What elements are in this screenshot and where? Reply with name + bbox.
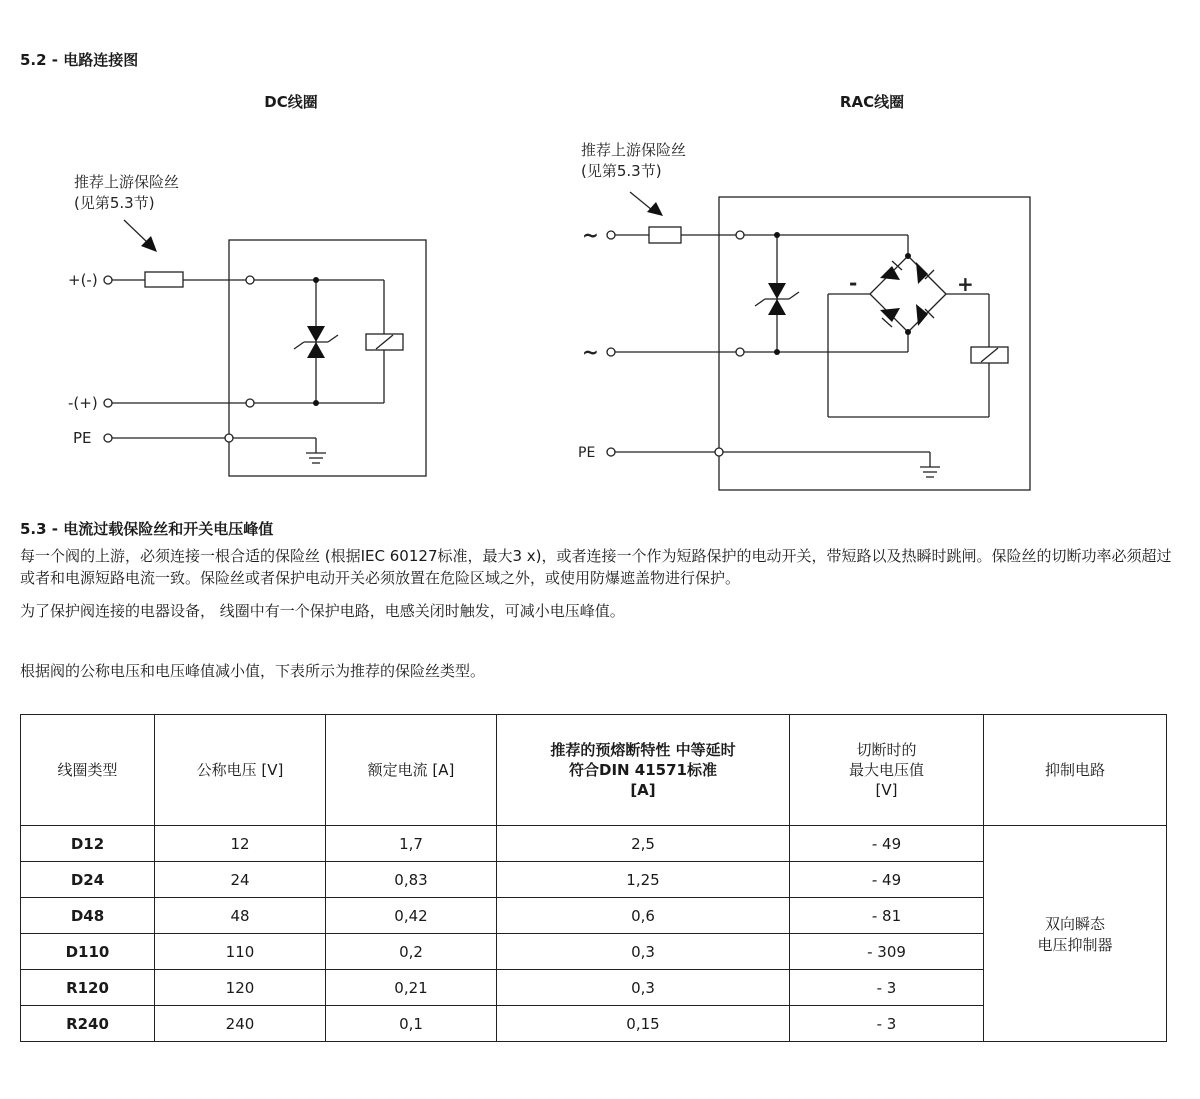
cell-max-voltage: - 49 [790, 826, 984, 862]
header-nominal-voltage: 公称电压 [V] [155, 715, 326, 826]
cell-voltage: 110 [155, 934, 326, 970]
dc-fuse-symbol [145, 272, 183, 287]
table-header-row [21, 715, 1167, 826]
cell-max-voltage: - 81 [790, 898, 984, 934]
dc-coil-title: DC线圈 [264, 93, 318, 111]
dc-label-minus: -(+) [68, 394, 98, 412]
header-coil-type: 线圈类型 [21, 715, 155, 826]
rac-bridge-minus: - [849, 271, 858, 295]
rac-fuse-note-line2: (见第5.3节) [581, 162, 662, 180]
dc-circuit-diagram [0, 150, 480, 490]
cell-code: D24 [21, 862, 155, 898]
cell-current: 0,21 [326, 970, 497, 1006]
cell-fuse: 0,15 [497, 1006, 790, 1042]
dc-terminal-plus [104, 276, 112, 284]
header-maxv-line1: 切断时的 [856, 741, 917, 759]
cell-current: 0,2 [326, 934, 497, 970]
section-5-3-paragraph-2: 为了保护阀连接的电器设备， 线圈中有一个保护电路，电感关闭时触发，可减小电压峰值。 [20, 602, 625, 620]
dc-label-plus: +(-) [68, 271, 98, 289]
dc-coil-housing [229, 240, 426, 476]
rac-bridge-diode-1-icon [880, 266, 900, 280]
rac-tvs-lower-icon [768, 299, 786, 315]
dc-fuse-note-line2: (见第5.3节) [74, 194, 155, 212]
cell-max-voltage: - 3 [790, 1006, 984, 1042]
cell-code: D110 [21, 934, 155, 970]
section-5-3-title: 5.3 - 电流过载保险丝和开关电压峰值 [20, 520, 274, 538]
cell-current: 1,7 [326, 826, 497, 862]
rac-coil-housing [719, 197, 1030, 490]
rac-label-ac1: ~ [582, 223, 599, 247]
cell-max-voltage: - 309 [790, 934, 984, 970]
rac-terminal-pe [607, 448, 615, 456]
header-max-voltage [790, 715, 984, 826]
header-rated-current: 额定电流 [A] [326, 715, 497, 826]
cell-fuse: 0,3 [497, 970, 790, 1006]
header-fuse-characteristic [497, 715, 790, 826]
cell-code: R240 [21, 1006, 155, 1042]
cell-code: R120 [21, 970, 155, 1006]
cell-suppression [984, 826, 1167, 1042]
header-maxv-line2: 最大电压值 [848, 761, 924, 779]
rac-terminal-ac1 [607, 231, 615, 239]
dc-tvs-lower-icon [307, 342, 325, 358]
section-5-3-paragraph-3: 根据阀的公称电压和电压峰值减小值，下表所示为推荐的保险丝类型。 [20, 662, 486, 680]
header-suppression: 抑制电路 [984, 715, 1167, 826]
rac-circuit-diagram [560, 130, 1040, 500]
section-5-3-paragraph-1: 每一个阀的上游，必须连接一根合适的保险丝 (根据IEC 60127标准，最大3 x)，或者连接一个作为短路保护的电动开关，带短路以及热瞬时跳闸。保险丝的切断功率必须超过或者和电源短路电流一致。保险丝或者保护电动开关必须放置在危险区域之外，或使用防爆遮盖物进行保护。 [20, 547, 1172, 587]
rac-label-pe: PE [578, 445, 596, 461]
header-fuse-line1: 推荐的预熔断特性 中等延时 [550, 741, 736, 759]
dc-terminal-minus [104, 399, 112, 407]
rac-tvs-upper-icon [768, 283, 786, 299]
rac-bridge-diode-4-icon [880, 308, 900, 322]
dc-label-pe: PE [73, 429, 92, 447]
header-maxv-line3: [V] [875, 781, 898, 799]
cell-voltage: 120 [155, 970, 326, 1006]
cell-fuse: 1,25 [497, 862, 790, 898]
header-fuse-line3: [A] [630, 781, 656, 799]
suppression-line2: 电压抑制器 [1037, 935, 1113, 954]
rac-fuse-symbol [649, 227, 681, 243]
dc-tvs-upper-icon [307, 326, 325, 342]
section-5-2-title: 5.2 - 电路连接图 [20, 51, 139, 69]
cell-voltage: 240 [155, 1006, 326, 1042]
cell-fuse: 0,3 [497, 934, 790, 970]
rac-bridge-diode-3-icon [916, 304, 928, 326]
cell-max-voltage: - 3 [790, 970, 984, 1006]
cell-code: D48 [21, 898, 155, 934]
rac-bridge-diode-2-icon [916, 262, 928, 284]
cell-current: 0,1 [326, 1006, 497, 1042]
cell-current: 0,42 [326, 898, 497, 934]
fuse-recommendation-table [20, 714, 1167, 1042]
cell-current: 0,83 [326, 862, 497, 898]
cell-fuse: 2,5 [497, 826, 790, 862]
rac-fuse-arrow-icon [647, 202, 663, 216]
dc-fuse-note-line1: 推荐上游保险丝 [74, 173, 180, 191]
rac-fuse-note-line1: 推荐上游保险丝 [581, 141, 687, 159]
table-row [21, 826, 1167, 862]
cell-max-voltage: - 49 [790, 862, 984, 898]
cell-voltage: 12 [155, 826, 326, 862]
rac-bridge-plus: + [957, 272, 974, 296]
rac-label-ac2: ~ [582, 340, 599, 364]
cell-voltage: 24 [155, 862, 326, 898]
rac-terminal-ac2 [607, 348, 615, 356]
dc-terminal-pe [104, 434, 112, 442]
cell-voltage: 48 [155, 898, 326, 934]
cell-code: D12 [21, 826, 155, 862]
rac-coil-title: RAC线圈 [839, 93, 905, 111]
suppression-line1: 双向瞬态 [1044, 914, 1105, 933]
cell-fuse: 0,6 [497, 898, 790, 934]
header-fuse-line2: 符合DIN 41571标准 [569, 761, 717, 779]
